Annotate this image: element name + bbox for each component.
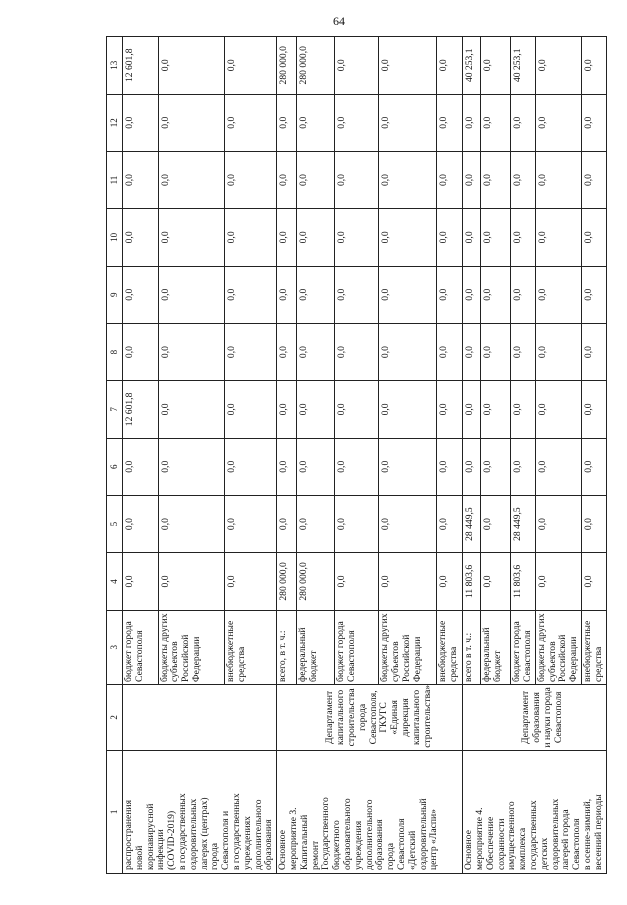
value-cell: 0,0 <box>535 495 581 552</box>
value-cell: 0,0 <box>297 438 335 495</box>
executor-cell: Департамент капитального строительства города Севастополя, ГКУГС «Единая дирекция капитального строительства» <box>297 684 463 750</box>
header-cell: 11 <box>107 151 123 208</box>
value-cell: 0,0 <box>511 209 536 266</box>
page-number: 64 <box>333 14 345 28</box>
value-cell: 40 253,1 <box>463 37 481 95</box>
value-cell: 0,0 <box>277 438 297 495</box>
funding-source-cell: федеральный бюджет <box>297 610 335 684</box>
value-cell: 0,0 <box>158 495 225 552</box>
value-cell: 0,0 <box>277 266 297 323</box>
value-cell: 0,0 <box>277 209 297 266</box>
header-row <box>107 37 123 874</box>
funding-source-cell: федеральный бюджет <box>481 610 511 684</box>
value-cell: 0,0 <box>335 266 379 323</box>
value-cell: 0,0 <box>297 209 335 266</box>
value-cell: 0,0 <box>379 94 437 151</box>
value-cell: 0,0 <box>297 495 335 552</box>
value-cell: 0,0 <box>511 381 536 438</box>
funding-source-cell: внебюджетные средства <box>437 610 463 684</box>
value-cell: 0,0 <box>379 381 437 438</box>
funding-source-cell: бюджеты других субъектов Российской Федерации <box>379 610 437 684</box>
value-cell: 0,0 <box>335 209 379 266</box>
header-cell: 1 <box>107 750 123 873</box>
value-cell: 0,0 <box>535 381 581 438</box>
value-cell: 0,0 <box>481 381 511 438</box>
value-cell: 0,0 <box>335 381 379 438</box>
value-cell: 0,0 <box>225 495 277 552</box>
value-cell: 0,0 <box>581 37 606 95</box>
value-cell: 0,0 <box>511 323 536 380</box>
value-cell: 0,0 <box>437 151 463 208</box>
value-cell: 0,0 <box>158 381 225 438</box>
value-cell: 0,0 <box>158 438 225 495</box>
table-row <box>297 37 335 874</box>
header-cell: 13 <box>107 37 123 95</box>
value-cell: 0,0 <box>581 94 606 151</box>
value-cell: 0,0 <box>581 151 606 208</box>
value-cell: 0,0 <box>379 495 437 552</box>
header-cell: 4 <box>107 553 123 610</box>
value-cell: 0,0 <box>335 94 379 151</box>
value-cell: 0,0 <box>123 553 159 610</box>
value-cell: 0,0 <box>463 381 481 438</box>
value-cell: 280 000,0 <box>297 37 335 95</box>
rotated-table-frame <box>106 36 604 874</box>
value-cell: 0,0 <box>379 266 437 323</box>
funding-source-cell: бюджет города Севастополя <box>511 610 536 684</box>
value-cell: 0,0 <box>535 151 581 208</box>
header-cell: 2 <box>107 684 123 750</box>
value-cell: 0,0 <box>335 37 379 95</box>
value-cell: 280 000,0 <box>277 37 297 95</box>
header-cell: 7 <box>107 381 123 438</box>
value-cell: 0,0 <box>277 495 297 552</box>
value-cell: 0,0 <box>581 381 606 438</box>
table-row <box>123 37 159 874</box>
value-cell: 40 253,1 <box>511 37 536 95</box>
measure-cell: Основное мероприятие 4. Обеспечение сохранности имущественного комплекса государственных детских оздоровительных лагерей города Севастополя в осенне-зимний, весенний периоды <box>463 750 606 873</box>
table-row <box>481 37 511 874</box>
value-cell: 0,0 <box>481 438 511 495</box>
value-cell: 0,0 <box>158 323 225 380</box>
value-cell: 0,0 <box>123 495 159 552</box>
value-cell: 0,0 <box>225 37 277 95</box>
header-cell: 5 <box>107 495 123 552</box>
value-cell: 0,0 <box>277 381 297 438</box>
value-cell: 0,0 <box>535 266 581 323</box>
value-cell: 280 000,0 <box>297 553 335 610</box>
value-cell: 0,0 <box>481 94 511 151</box>
value-cell: 0,0 <box>481 495 511 552</box>
value-cell: 0,0 <box>335 438 379 495</box>
measure-cell: распространения новой коронавирусной инфекции (COVID-2019) в государственных оздоровительных лагерях (центрах) города Севастополя и в государственных учреждениях дополнительного образования <box>123 750 277 873</box>
value-cell: 0,0 <box>225 553 277 610</box>
value-cell: 0,0 <box>463 323 481 380</box>
value-cell: 0,0 <box>437 381 463 438</box>
value-cell: 0,0 <box>335 151 379 208</box>
header-cell: 3 <box>107 610 123 684</box>
value-cell: 0,0 <box>437 37 463 95</box>
value-cell: 0,0 <box>511 266 536 323</box>
header-cell: 10 <box>107 209 123 266</box>
value-cell: 0,0 <box>379 37 437 95</box>
value-cell: 0,0 <box>123 94 159 151</box>
value-cell: 0,0 <box>225 381 277 438</box>
value-cell: 0,0 <box>225 151 277 208</box>
value-cell: 11 803,6 <box>511 553 536 610</box>
value-cell: 0,0 <box>463 151 481 208</box>
header-cell: 6 <box>107 438 123 495</box>
value-cell: 0,0 <box>535 323 581 380</box>
value-cell: 0,0 <box>379 438 437 495</box>
value-cell: 0,0 <box>463 266 481 323</box>
value-cell: 0,0 <box>535 553 581 610</box>
value-cell: 0,0 <box>335 495 379 552</box>
value-cell: 0,0 <box>277 94 297 151</box>
executor-cell: Департамент образования и науки города Севастополя <box>481 684 606 750</box>
value-cell: 0,0 <box>297 266 335 323</box>
value-cell: 0,0 <box>379 209 437 266</box>
table-row <box>277 37 297 874</box>
value-cell: 28 449,5 <box>511 495 536 552</box>
value-cell: 11 803,6 <box>463 553 481 610</box>
value-cell: 0,0 <box>535 37 581 95</box>
value-cell: 0,0 <box>158 94 225 151</box>
value-cell: 0,0 <box>297 151 335 208</box>
value-cell: 0,0 <box>335 553 379 610</box>
executor-cell <box>123 684 277 750</box>
header-cell: 8 <box>107 323 123 380</box>
value-cell: 12 601,8 <box>123 37 159 95</box>
value-cell: 0,0 <box>535 209 581 266</box>
funding-source-cell: бюджет города Севастополя <box>335 610 379 684</box>
value-cell: 0,0 <box>581 209 606 266</box>
table-row <box>463 37 481 874</box>
value-cell: 0,0 <box>297 381 335 438</box>
value-cell: 0,0 <box>437 438 463 495</box>
value-cell: 0,0 <box>581 438 606 495</box>
value-cell: 0,0 <box>511 94 536 151</box>
value-cell: 0,0 <box>225 266 277 323</box>
executor-cell-blank <box>277 684 297 750</box>
value-cell: 0,0 <box>481 553 511 610</box>
value-cell: 0,0 <box>277 323 297 380</box>
value-cell: 0,0 <box>437 209 463 266</box>
value-cell: 0,0 <box>158 266 225 323</box>
executor-cell-blank <box>463 684 481 750</box>
value-cell: 0,0 <box>437 553 463 610</box>
financing-table <box>106 36 607 874</box>
value-cell: 0,0 <box>463 94 481 151</box>
value-cell: 0,0 <box>123 209 159 266</box>
value-cell: 0,0 <box>437 323 463 380</box>
value-cell: 0,0 <box>225 323 277 380</box>
value-cell: 0,0 <box>481 266 511 323</box>
value-cell: 0,0 <box>463 438 481 495</box>
value-cell: 0,0 <box>225 438 277 495</box>
funding-source-cell: всего, в т. ч.: <box>277 610 297 684</box>
value-cell: 0,0 <box>437 266 463 323</box>
value-cell: 0,0 <box>437 94 463 151</box>
value-cell: 0,0 <box>481 37 511 95</box>
value-cell: 0,0 <box>379 323 437 380</box>
value-cell: 0,0 <box>581 266 606 323</box>
value-cell: 0,0 <box>437 495 463 552</box>
value-cell: 0,0 <box>297 323 335 380</box>
value-cell: 0,0 <box>581 495 606 552</box>
value-cell: 0,0 <box>581 553 606 610</box>
funding-source-cell: бюджет города Севастополя <box>123 610 159 684</box>
value-cell: 0,0 <box>123 438 159 495</box>
value-cell: 0,0 <box>123 151 159 208</box>
funding-source-cell: всего в т. ч.: <box>463 610 481 684</box>
value-cell: 0,0 <box>123 323 159 380</box>
header-cell: 12 <box>107 94 123 151</box>
value-cell: 0,0 <box>535 438 581 495</box>
value-cell: 0,0 <box>297 94 335 151</box>
value-cell: 0,0 <box>158 37 225 95</box>
measure-cell: Основное мероприятие 3. Капитальный ремонт Государственного бюджетного образовательного учреждения дополнительного образования города Севастополя «Детский оздоровительный центр «Ласпи» <box>277 750 463 873</box>
funding-source-cell: внебюджетные средства <box>581 610 606 684</box>
value-cell: 28 449,5 <box>463 495 481 552</box>
value-cell: 0,0 <box>335 323 379 380</box>
value-cell: 0,0 <box>225 209 277 266</box>
funding-source-cell: бюджеты других субъектов Российской Федерации <box>158 610 225 684</box>
funding-source-cell: внебюджетные средства <box>225 610 277 684</box>
value-cell: 0,0 <box>225 94 277 151</box>
value-cell: 0,0 <box>581 323 606 380</box>
value-cell: 0,0 <box>535 94 581 151</box>
value-cell: 0,0 <box>158 151 225 208</box>
value-cell: 0,0 <box>511 151 536 208</box>
value-cell: 0,0 <box>277 151 297 208</box>
value-cell: 0,0 <box>481 323 511 380</box>
value-cell: 0,0 <box>481 151 511 208</box>
value-cell: 0,0 <box>158 553 225 610</box>
value-cell: 0,0 <box>379 553 437 610</box>
value-cell: 0,0 <box>481 209 511 266</box>
rotated-table <box>106 36 604 874</box>
value-cell: 280 000,0 <box>277 553 297 610</box>
value-cell: 0,0 <box>379 151 437 208</box>
value-cell: 0,0 <box>463 209 481 266</box>
value-cell: 0,0 <box>123 266 159 323</box>
value-cell: 0,0 <box>511 438 536 495</box>
funding-source-cell: бюджеты других субъектов Российской Федерации <box>535 610 581 684</box>
value-cell: 0,0 <box>158 209 225 266</box>
header-cell: 9 <box>107 266 123 323</box>
value-cell: 12 601,8 <box>123 381 159 438</box>
